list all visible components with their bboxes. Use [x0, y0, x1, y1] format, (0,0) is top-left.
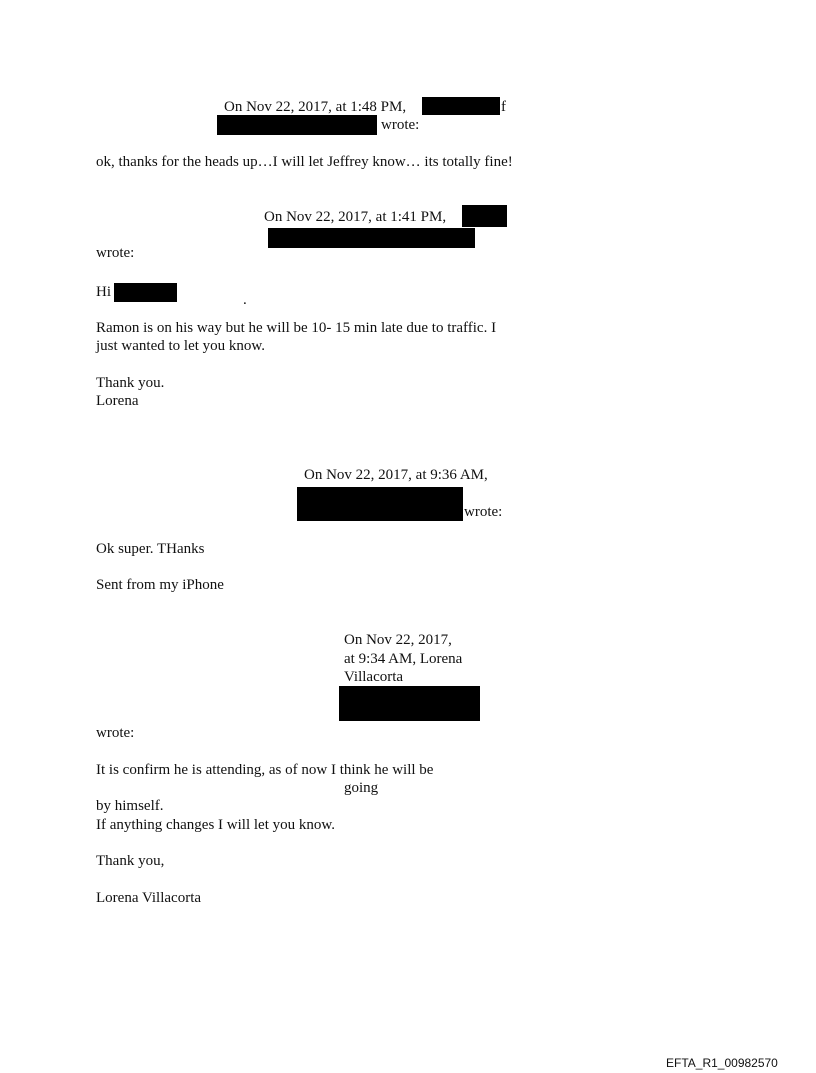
- redaction-box: [217, 115, 377, 135]
- header4-line1: On Nov 22, 2017,: [344, 632, 452, 648]
- message2-thanks: Thank you.: [96, 375, 165, 391]
- header4-line2: at 9:34 AM, Lorena: [344, 651, 463, 667]
- message2-signature: Lorena: [96, 393, 139, 409]
- message2-body-line2: just wanted to let you know.: [96, 338, 266, 354]
- reply1-body: ok, thanks for the heads up…I will let Jeffrey know… its totally fine!: [96, 154, 513, 170]
- header3-wrote: wrote:: [464, 504, 503, 520]
- header2-wrote: wrote:: [96, 245, 135, 261]
- redaction-box: [268, 228, 475, 248]
- header1-wrote: wrote:: [381, 117, 420, 133]
- message4-signature: Lorena Villacorta: [96, 890, 202, 906]
- message4-body-line3: If anything changes I will let you know.: [96, 817, 335, 833]
- message2-body-line1: Ramon is on his way but he will be 10- 15 min late due to traffic. I: [96, 320, 497, 336]
- redaction-box: [297, 487, 463, 521]
- header4-line3: Villacorta: [344, 669, 404, 685]
- message4-body-line1b: going: [344, 780, 379, 796]
- header2-line1: On Nov 22, 2017, at 1:41 PM,: [264, 209, 447, 225]
- header4-wrote: wrote:: [96, 725, 135, 741]
- reply3-body: Ok super. THanks: [96, 541, 205, 557]
- message4-body-line2: by himself.: [96, 798, 164, 814]
- reply3-sent-from: Sent from my iPhone: [96, 577, 224, 593]
- redaction-box: [422, 97, 500, 115]
- redaction-box: [462, 205, 507, 227]
- message4-thanks: Thank you,: [96, 853, 165, 869]
- header3-line1: On Nov 22, 2017, at 9:36 AM,: [304, 467, 488, 483]
- message4-body-line1: It is confirm he is attending, as of now I think he will be: [96, 762, 434, 778]
- redaction-box: [339, 686, 480, 721]
- header1-stray-char: f: [501, 99, 506, 115]
- message2-greeting: Hi: [96, 284, 111, 300]
- document-id: EFTA_R1_00982570: [666, 1056, 778, 1070]
- header1-line1: On Nov 22, 2017, at 1:48 PM,: [224, 99, 407, 115]
- redaction-box: [114, 283, 177, 302]
- message2-dot: .: [243, 292, 247, 308]
